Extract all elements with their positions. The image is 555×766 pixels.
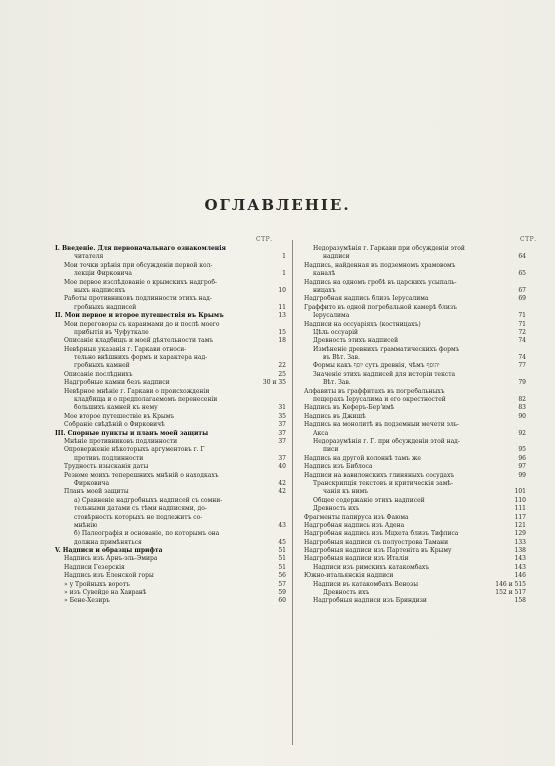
toc-entry [304, 480, 526, 488]
toc-entry-text: Алфавиты въ граффитахъ въ погребальныхъ [304, 387, 445, 395]
toc-entry [55, 555, 286, 563]
toc-entry [55, 446, 286, 454]
toc-entry [304, 413, 526, 421]
toc-entry-text: Собраніе свѣдѣній о Фирковичѣ [64, 421, 165, 429]
toc-entry-page: 143 [514, 555, 526, 563]
toc-entry [304, 555, 526, 563]
toc-entry [55, 388, 286, 396]
toc-entry-page: 74 [518, 354, 526, 362]
toc-entry-text: Фирковича [74, 479, 110, 487]
toc-entry-page: 97 [518, 463, 526, 471]
toc-entry [55, 522, 286, 530]
toc-entry [55, 287, 286, 295]
toc-entry-text: гробныхъ камней [74, 362, 130, 370]
toc-entry [304, 321, 526, 329]
toc-entry-page: 51 [278, 547, 286, 555]
toc-entry [55, 589, 286, 597]
toc-entry [304, 287, 526, 295]
toc-entry-text: прибытія въ Чуфуткале [74, 328, 149, 336]
toc-entry [304, 253, 526, 261]
toc-entry [304, 539, 526, 547]
toc-entry-page: 60 [278, 597, 286, 605]
toc-entry-text: Надписи на оссуаріяхъ (костницахъ) [304, 320, 421, 328]
toc-entry-page: 146 [514, 572, 526, 580]
toc-entry-text: Опроверженіе нѣкоторыхъ аргументовъ г. Г [64, 446, 205, 454]
toc-entry-page: 92 [518, 429, 526, 437]
toc-entry-page: 30 и 35 [262, 379, 286, 387]
toc-entry-text: Надписи изъ римскихъ катакомбахъ [313, 563, 430, 571]
toc-entry [304, 446, 526, 454]
toc-entry-page: 57 [278, 580, 286, 588]
toc-entry-text: III. Спорные пункты и планъ моей защиты [55, 429, 209, 437]
toc-entry [304, 270, 526, 278]
toc-entry-text: Надпись на одномъ гробѣ въ царскихъ усыпаль- [304, 278, 457, 286]
toc-entry-page: 45 [278, 538, 286, 546]
toc-entry-page: 65 [518, 270, 526, 278]
toc-entry-page: 42 [278, 479, 286, 487]
toc-entry-page: 121 [514, 521, 526, 529]
toc-entry [304, 404, 526, 412]
toc-entry [304, 572, 526, 580]
toc-entry-text: надписи [323, 253, 350, 261]
toc-column-right [304, 245, 526, 606]
toc-entry-page: 133 [514, 538, 526, 546]
toc-entry [304, 497, 526, 505]
toc-entry [55, 279, 286, 287]
toc-entry [304, 581, 526, 589]
toc-entry [55, 564, 286, 572]
toc-entry-text: тельными датами съ тѣми надписями, до- [74, 505, 207, 513]
toc-entry-text: Древность этихъ надписей [313, 337, 399, 345]
toc-entry-text: Надгробная надпись близъ Іерусалима [304, 295, 429, 303]
toc-entry [304, 530, 526, 538]
toc-entry-text: кладбища и о предполагаемомъ перенесеніи [74, 396, 218, 404]
toc-entry-page: 31 [278, 404, 286, 412]
toc-entry [304, 346, 526, 354]
toc-entry-text: Надпись, найденная въ подземномъ храмовомъ [304, 261, 456, 269]
toc-entry-text: Невѣрныя указанія г. Гаркави относи- [64, 345, 187, 353]
toc-entry [304, 329, 526, 337]
toc-entry-text: Надгробная надпись изъ Адена [304, 521, 405, 529]
toc-entry-text: Древность ихъ [313, 505, 360, 513]
page-column-label-right: СТР. [520, 236, 537, 243]
toc-entry-text: Описаніе кладбищъ и моей дѣятельности тамъ [64, 337, 214, 345]
toc-entry-page: 146 и 515 [495, 580, 526, 588]
toc-entry-page: 40 [278, 463, 286, 471]
toc-entry-text: V. Надписи и образцы шрифта [55, 547, 163, 555]
toc-entry [55, 253, 286, 261]
toc-entry [55, 245, 286, 253]
toc-entry-page: 10 [278, 286, 286, 294]
toc-entry-text: Надгробныя надписи съ полуострова Тамани [304, 538, 449, 546]
toc-entry-page: 90 [518, 412, 526, 420]
toc-entry-text: Резюме моихъ теперешнихъ мнѣній о находкахъ [64, 471, 219, 479]
toc-entry-page: 71 [518, 320, 526, 328]
toc-entry-page: 129 [514, 530, 526, 538]
toc-entry-page: 51 [278, 563, 286, 571]
toc-entry [304, 312, 526, 320]
toc-entry-text: въ Вѣт. Зав. [323, 354, 360, 362]
toc-entry [55, 539, 286, 547]
toc-entry [304, 379, 526, 387]
toc-entry [55, 572, 286, 580]
toc-entry-page: 152 и 517 [495, 589, 526, 597]
toc-entry-page: 79 [518, 379, 526, 387]
toc-entry-text: Мнѣніе противниковъ подлинности [64, 437, 178, 445]
toc-entry-text: » изъ Сувейде на Хавранѣ [64, 589, 147, 597]
toc-entry-page: 35 [278, 412, 286, 420]
toc-entry-text: Мое второе путешествіе въ Крымъ [64, 412, 175, 420]
toc-entry-page: 56 [278, 572, 286, 580]
toc-entry-page: 82 [518, 396, 526, 404]
toc-entry-text: Измѣненіе древнихъ грамматическихъ формъ [313, 345, 460, 353]
toc-entry [55, 337, 286, 345]
toc-entry-page: 83 [518, 404, 526, 412]
toc-entry-text: Надгробныя надписи изъ Партеніта въ Крыму [304, 547, 452, 555]
toc-entry-page: 67 [518, 286, 526, 294]
toc-entry-page: 74 [518, 337, 526, 345]
toc-entry-page: 37 [278, 429, 286, 437]
toc-entry [55, 354, 286, 362]
toc-entry-text: » у Тройныхъ воротъ [64, 580, 130, 588]
toc-entry-text: Надпись изъ Арнъ-эль-Эмира [64, 555, 158, 563]
toc-entry [55, 530, 286, 538]
toc-entry-page: 110 [514, 496, 526, 504]
toc-entry [304, 396, 526, 404]
toc-entry [304, 279, 526, 287]
toc-entry-page: 64 [518, 253, 526, 261]
toc-entry [304, 488, 526, 496]
toc-entry [55, 514, 286, 522]
page-column-label-left: СТР. [256, 236, 273, 243]
toc-entry-page: 77 [518, 362, 526, 370]
toc-entry-text: Надписи въ катакомбахъ Венозы [313, 580, 419, 588]
toc-entry [55, 329, 286, 337]
toc-entry-text: писи [323, 446, 339, 454]
toc-entry [55, 270, 286, 278]
toc-entry [304, 362, 526, 370]
toc-entry-text: Мои точки зрѣнія при обсужденіи первой кол- [64, 261, 213, 269]
toc-entry-text: ницахъ [313, 286, 336, 294]
toc-entry-text: Іерусалима [313, 312, 350, 320]
toc-entry [304, 245, 526, 253]
toc-entry-text: Древность ихъ [323, 589, 370, 597]
toc-entry [55, 547, 286, 555]
toc-entry [55, 295, 286, 303]
toc-entry-text: каналѣ [313, 270, 336, 278]
toc-entry-page: 22 [278, 362, 286, 370]
toc-entry-text: Надписи Гезерскія [64, 563, 125, 571]
toc-entry [304, 505, 526, 513]
toc-entry-page: 1 [282, 270, 286, 278]
toc-entry-text: Вѣт. Зав. [323, 379, 351, 387]
toc-entry [55, 312, 286, 320]
toc-entry [304, 295, 526, 303]
toc-column-left [55, 245, 286, 606]
toc-entry-text: Надпись на другой колоннѣ тамъ же [304, 454, 421, 462]
toc-entry [304, 430, 526, 438]
toc-entry [304, 455, 526, 463]
toc-entry-text: Южно-итальянскія надписи [304, 572, 394, 580]
toc-entry-text: Надгробныя надписи изъ Италіи [304, 555, 409, 563]
toc-entry-text: Транскрипція текстовъ и критическія замѣ- [313, 479, 454, 487]
toc-entry [304, 354, 526, 362]
toc-entry-text: Надпись въ Джишѣ [304, 412, 366, 420]
toc-entry-page: 43 [278, 521, 286, 529]
toc-entry [304, 388, 526, 396]
toc-entry-text: б) Палеографія и основаніе, по которымъ она [74, 530, 220, 538]
toc-entry-page: 138 [514, 547, 526, 555]
toc-entry-page: 158 [514, 597, 526, 605]
toc-entry [55, 421, 286, 429]
toc-entry-page: 37 [278, 421, 286, 429]
toc-entry-page: 71 [518, 312, 526, 320]
toc-entry [55, 472, 286, 480]
toc-entry-text: Фрагменты папируса изъ Фаюма [304, 513, 409, 521]
page-title: ОГЛАВЛЕНІЕ. [204, 196, 351, 214]
toc-entry-text: мнѣнію [74, 521, 98, 529]
toc-entry [304, 262, 526, 270]
toc-entry-text: большихъ камней къ нему [74, 404, 158, 412]
toc-entry [304, 371, 526, 379]
toc-entry-text: ныхъ надписяхъ [74, 286, 126, 294]
toc-entry [55, 497, 286, 505]
toc-entry-page: 99 [518, 471, 526, 479]
toc-entry-text: Надгробная надпись изъ Мцхета близъ Тифлиса [304, 530, 459, 538]
toc-entry-page: 101 [514, 488, 526, 496]
toc-entry-page: 37 [278, 454, 286, 462]
toc-entry-page: 15 [278, 328, 286, 336]
toc-entry-text: Мои переговоры съ караимами до и послѣ моего [64, 320, 220, 328]
toc-entry-page: 51 [278, 555, 286, 563]
toc-entry-page: 72 [518, 328, 526, 336]
toc-entry [55, 262, 286, 270]
toc-entry-page: 95 [518, 446, 526, 454]
toc-entry-text: гробныхъ надписей [74, 303, 137, 311]
toc-entry-text: а) Сравненіе надгробныхъ надписей съ сомни- [74, 496, 223, 504]
toc-entry-page: 11 [278, 303, 286, 311]
toc-entry-text: Недоразумѣнія г. Г. при обсужденіи этой над- [313, 437, 460, 445]
toc-entry-text: Надгробные камни безъ надписи [64, 379, 170, 387]
toc-entry-text: Надгробныя надписи изъ Бриндизи [313, 597, 427, 605]
toc-entry-text: Надпись въ Кеферъ-Берʼимѣ [304, 404, 395, 412]
toc-entry [55, 463, 286, 471]
toc-entry [304, 589, 526, 597]
toc-entry [304, 304, 526, 312]
toc-entry-text: тельно внѣшнихъ формъ и характера над- [74, 354, 208, 362]
toc-entry-text: II. Мои первое и второе путешествія въ Крымъ [55, 312, 224, 320]
toc-entry-page: 96 [518, 454, 526, 462]
toc-entry [55, 304, 286, 312]
toc-entry-text: Акса [313, 429, 329, 437]
toc-entry-text: Надпись на монолитѣ въ подземныи мечети эль- [304, 421, 460, 429]
toc-entry-text: Мое первое изслѣдованіе о крымскихъ надгроб- [64, 278, 218, 286]
toc-entry-text: пещерахъ Іерусалима и его окрестностей [313, 396, 446, 404]
toc-entry [55, 438, 286, 446]
toc-entry [304, 547, 526, 555]
toc-entry [55, 488, 286, 496]
toc-entry [304, 438, 526, 446]
toc-entry-text: стовѣрность которыхъ не подлежитъ со- [74, 513, 203, 521]
toc-entry [55, 581, 286, 589]
toc-entry-text: Граффито въ одной погребальной камерѣ близъ [304, 303, 457, 311]
toc-entry-text: Описаніе послѣднихъ [64, 370, 133, 378]
toc-entry-text: Надпись изъ Еленской горы [64, 572, 154, 580]
toc-entry-text: Недоразумѣнія г. Гаркави при обсужденіи этой [313, 245, 465, 252]
toc-entry-text: Надписи на вавилонскихъ глиняныхъ сосудахъ [304, 471, 455, 479]
toc-entry-text: Надпись изъ Библоса [304, 463, 373, 471]
toc-entry [55, 404, 286, 412]
toc-entry-page: 37 [278, 437, 286, 445]
toc-entry [55, 321, 286, 329]
toc-entry [55, 480, 286, 488]
toc-entry-page: 25 [278, 370, 286, 378]
toc-entry-text: Общее содержаніе этихъ надписей [313, 496, 425, 504]
toc-entry-text: » Бене-Хезиръ [64, 597, 110, 605]
toc-entry-page: 59 [278, 589, 286, 597]
toc-entry-text: Планъ моей защиты [64, 488, 129, 496]
toc-entry-text: Трудность изысканія даты [64, 463, 149, 471]
toc-entry [55, 396, 286, 404]
toc-entry [55, 430, 286, 438]
toc-entry [55, 371, 286, 379]
toc-entry-page: 117 [514, 513, 526, 521]
toc-entry [304, 564, 526, 572]
toc-entry-text: должна примѣняться [74, 538, 142, 546]
toc-entry-page: 1 [282, 253, 286, 261]
toc-entry-text: Работы противниковъ подлинности этихъ над- [64, 295, 212, 303]
toc-entry-page: 143 [514, 563, 526, 571]
toc-entry [55, 362, 286, 370]
toc-entry-page: 18 [278, 337, 286, 345]
toc-entry-page: 69 [518, 295, 526, 303]
toc-entry [304, 597, 526, 605]
toc-entry [55, 505, 286, 513]
toc-entry [304, 337, 526, 345]
toc-entry [55, 413, 286, 421]
toc-entry-page: 42 [278, 488, 286, 496]
column-divider [292, 240, 293, 745]
toc-entry [304, 421, 526, 429]
toc-entry-text: Формы какъ יוסף суть древнія, чѣмъ יהוסף [313, 362, 440, 370]
toc-entry-text: противъ подлинности [74, 454, 144, 462]
toc-entry-text: I. Введеніе. Для первоначальнаго ознакомленія [55, 245, 226, 252]
toc-entry-text: Цѣль оссуарій [313, 328, 359, 336]
toc-entry [55, 379, 286, 387]
toc-entry [304, 514, 526, 522]
toc-entry-page: 111 [514, 505, 526, 513]
toc-entry [304, 463, 526, 471]
toc-entry [55, 597, 286, 605]
toc-entry-text: лекціи Фирковича [74, 270, 132, 278]
toc-entry [304, 472, 526, 480]
toc-entry [55, 455, 286, 463]
toc-entry-page: 13 [278, 312, 286, 320]
toc-entry [304, 522, 526, 530]
toc-entry-text: Значеніе этихъ надписей для исторіи текста [313, 370, 456, 378]
toc-entry-text: читателя [74, 253, 104, 261]
toc-entry-text: Невѣрное мнѣніе г. Гаркави о происхожденіи [64, 387, 210, 395]
toc-entry [55, 346, 286, 354]
toc-entry-text: чанія къ нимъ [323, 488, 369, 496]
